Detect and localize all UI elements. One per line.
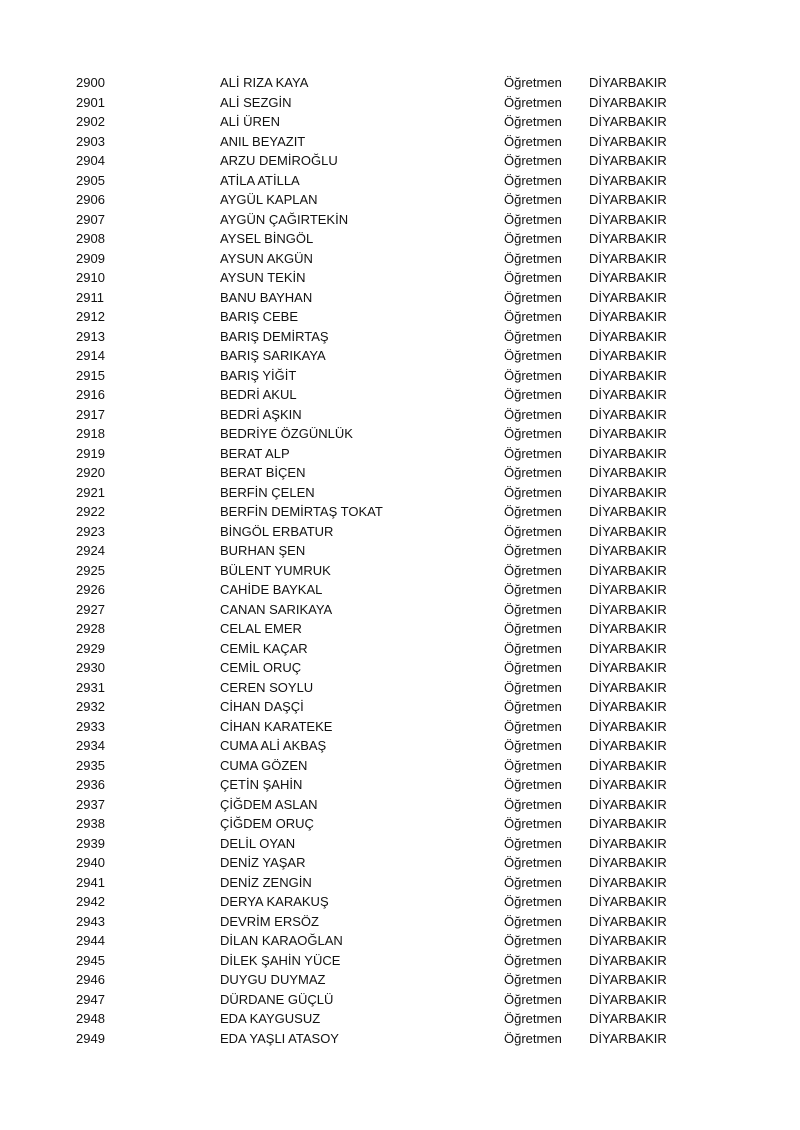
record-number: 2915 [76, 367, 105, 383]
person-name: BANU BAYHAN [220, 289, 313, 305]
record-row [0, 541, 800, 561]
person-name: DENİZ YAŞAR [220, 855, 306, 870]
person-role: Öğretmen [504, 192, 562, 207]
person-role: Öğretmen [504, 855, 562, 870]
record-row [0, 385, 800, 405]
person-role: Öğretmen [504, 211, 562, 227]
person-name: BERAT BİÇEN [220, 465, 306, 480]
record-row [0, 775, 800, 795]
record-number: 2930 [76, 660, 105, 675]
person-city: DİYARBAKIR [589, 582, 667, 597]
person-role: Öğretmen [504, 718, 562, 734]
person-name: ÇİĞDEM ASLAN [220, 796, 318, 812]
person-city: DİYARBAKIR [589, 952, 667, 968]
record-row [0, 951, 800, 971]
person-name: ANIL BEYAZIT [220, 133, 306, 149]
person-city: DİYARBAKIR [589, 523, 667, 539]
person-name: BEDRİ AŞKIN [220, 406, 302, 422]
record-row [0, 892, 800, 912]
record-number: 2932 [76, 699, 105, 714]
record-row [0, 990, 800, 1010]
record-number: 2907 [76, 211, 105, 227]
person-name: CANAN SARIKAYA [220, 601, 333, 617]
person-role: Öğretmen [504, 562, 562, 578]
person-role: Öğretmen [504, 309, 562, 324]
person-name: EDA YAŞLI ATASOY [220, 1030, 339, 1046]
person-role: Öğretmen [504, 582, 562, 597]
record-row [0, 132, 800, 152]
person-role: Öğretmen [504, 738, 562, 753]
record-number: 2927 [76, 601, 105, 617]
record-row [0, 795, 800, 815]
person-city: DİYARBAKIR [589, 387, 667, 402]
person-city: DİYARBAKIR [589, 231, 667, 246]
record-number: 2905 [76, 172, 105, 188]
person-name: DENİZ ZENGİN [220, 874, 312, 890]
person-city: DİYARBAKIR [589, 484, 667, 500]
person-name: CİHAN DAŞÇİ [220, 699, 304, 714]
person-name: DELİL OYAN [220, 835, 296, 851]
person-role: Öğretmen [504, 543, 562, 558]
person-name: BEDRİYE ÖZGÜNLÜK [220, 426, 353, 441]
person-role: Öğretmen [504, 426, 562, 441]
record-number: 2941 [76, 874, 105, 890]
person-city: DİYARBAKIR [589, 328, 667, 344]
record-number: 2938 [76, 816, 105, 831]
person-role: Öğretmen [504, 465, 562, 480]
person-name: ARZU DEMİROĞLU [220, 153, 338, 168]
person-name: ÇETİN ŞAHİN [220, 777, 303, 792]
person-role: Öğretmen [504, 504, 562, 519]
person-city: DİYARBAKIR [589, 562, 667, 578]
record-row [0, 73, 800, 93]
person-role: Öğretmen [504, 952, 562, 968]
person-city: DİYARBAKIR [589, 172, 667, 188]
person-role: Öğretmen [504, 1030, 562, 1046]
record-row [0, 366, 800, 386]
person-name: BARIŞ CEBE [220, 309, 299, 324]
person-role: Öğretmen [504, 1011, 562, 1026]
person-role: Öğretmen [504, 894, 562, 909]
person-name: CİHAN KARATEKE [220, 718, 333, 734]
person-city: DİYARBAKIR [589, 718, 667, 734]
record-row [0, 502, 800, 522]
record-number: 2903 [76, 133, 105, 149]
person-name: BÜLENT YUMRUK [220, 562, 331, 578]
person-city: DİYARBAKIR [589, 94, 667, 110]
person-role: Öğretmen [504, 621, 562, 636]
person-role: Öğretmen [504, 972, 562, 987]
person-name: DİLAN KARAOĞLAN [220, 933, 343, 948]
person-name: AYSEL BİNGÖL [220, 231, 314, 246]
record-row [0, 171, 800, 191]
person-role: Öğretmen [504, 757, 562, 773]
person-name: BERAT ALP [220, 445, 290, 461]
person-role: Öğretmen [504, 835, 562, 851]
person-name: ALİ ÜREN [220, 114, 280, 129]
record-number: 2946 [76, 972, 105, 987]
person-city: DİYARBAKIR [589, 991, 667, 1007]
person-name: DİLEK ŞAHİN YÜCE [220, 952, 341, 968]
person-city: DİYARBAKIR [589, 348, 667, 363]
record-row [0, 561, 800, 581]
person-city: DİYARBAKIR [589, 426, 667, 441]
record-row [0, 307, 800, 327]
person-city: DİYARBAKIR [589, 894, 667, 909]
person-city: DİYARBAKIR [589, 543, 667, 558]
record-row [0, 912, 800, 932]
person-role: Öğretmen [504, 523, 562, 539]
person-city: DİYARBAKIR [589, 738, 667, 753]
person-role: Öğretmen [504, 601, 562, 617]
person-city: DİYARBAKIR [589, 699, 667, 714]
record-number: 2934 [76, 738, 105, 753]
person-name: AYSUN AKGÜN [220, 250, 313, 266]
record-row [0, 1009, 800, 1029]
person-city: DİYARBAKIR [589, 855, 667, 870]
record-number: 2904 [76, 153, 105, 168]
person-city: DİYARBAKIR [589, 192, 667, 207]
record-row [0, 1029, 800, 1049]
record-row [0, 970, 800, 990]
person-role: Öğretmen [504, 328, 562, 344]
record-number: 2947 [76, 991, 105, 1007]
person-city: DİYARBAKIR [589, 777, 667, 792]
person-name: AYGÜN ÇAĞIRTEKİN [220, 211, 349, 227]
person-city: DİYARBAKIR [589, 504, 667, 519]
record-number: 2936 [76, 777, 105, 792]
record-row [0, 873, 800, 893]
record-row [0, 190, 800, 210]
record-number: 2900 [76, 75, 105, 90]
record-row [0, 834, 800, 854]
record-row [0, 405, 800, 425]
person-role: Öğretmen [504, 816, 562, 831]
record-row [0, 717, 800, 737]
person-name: BİNGÖL ERBATUR [220, 523, 334, 539]
record-number: 2923 [76, 523, 105, 539]
record-number: 2943 [76, 913, 105, 929]
record-row [0, 580, 800, 600]
record-number: 2942 [76, 894, 105, 909]
record-row [0, 346, 800, 366]
person-role: Öğretmen [504, 270, 562, 285]
record-row [0, 288, 800, 308]
person-name: CUMA GÖZEN [220, 757, 308, 773]
person-city: DİYARBAKIR [589, 660, 667, 675]
person-name: BEDRİ AKUL [220, 387, 297, 402]
record-number: 2917 [76, 406, 105, 422]
person-role: Öğretmen [504, 387, 562, 402]
record-row [0, 268, 800, 288]
person-name: DERYA KARAKUŞ [220, 894, 329, 909]
record-list [0, 73, 800, 1048]
person-role: Öğretmen [504, 679, 562, 695]
person-city: DİYARBAKIR [589, 465, 667, 480]
person-city: DİYARBAKIR [589, 250, 667, 266]
person-name: EDA KAYGUSUZ [220, 1011, 321, 1026]
record-number: 2908 [76, 231, 105, 246]
person-city: DİYARBAKIR [589, 114, 667, 129]
record-number: 2937 [76, 796, 105, 812]
person-role: Öğretmen [504, 367, 562, 383]
record-row [0, 112, 800, 132]
record-row [0, 931, 800, 951]
person-name: BURHAN ŞEN [220, 543, 306, 558]
person-name: ALİ RIZA KAYA [220, 75, 309, 90]
person-name: BERFİN DEMİRTAŞ TOKAT [220, 504, 383, 519]
record-number: 2902 [76, 114, 105, 129]
person-role: Öğretmen [504, 796, 562, 812]
record-row [0, 93, 800, 113]
record-row [0, 853, 800, 873]
person-city: DİYARBAKIR [589, 621, 667, 636]
record-number: 2928 [76, 621, 105, 636]
record-row [0, 424, 800, 444]
record-number: 2918 [76, 426, 105, 441]
record-row [0, 639, 800, 659]
person-role: Öğretmen [504, 172, 562, 188]
record-row [0, 210, 800, 230]
record-number: 2949 [76, 1030, 105, 1046]
record-row [0, 463, 800, 483]
person-role: Öğretmen [504, 640, 562, 656]
person-role: Öğretmen [504, 348, 562, 363]
person-name: AYGÜL KAPLAN [220, 192, 318, 207]
record-row [0, 678, 800, 698]
person-name: DEVRİM ERSÖZ [220, 913, 319, 929]
person-role: Öğretmen [504, 660, 562, 675]
person-city: DİYARBAKIR [589, 270, 667, 285]
person-role: Öğretmen [504, 484, 562, 500]
person-city: DİYARBAKIR [589, 289, 667, 305]
person-city: DİYARBAKIR [589, 601, 667, 617]
person-city: DİYARBAKIR [589, 640, 667, 656]
person-city: DİYARBAKIR [589, 1011, 667, 1026]
record-number: 2931 [76, 679, 105, 695]
person-role: Öğretmen [504, 406, 562, 422]
record-number: 2913 [76, 328, 105, 344]
person-city: DİYARBAKIR [589, 913, 667, 929]
person-role: Öğretmen [504, 991, 562, 1007]
record-row [0, 483, 800, 503]
person-city: DİYARBAKIR [589, 796, 667, 812]
person-name: BERFİN ÇELEN [220, 484, 315, 500]
record-number: 2929 [76, 640, 105, 656]
record-number: 2948 [76, 1011, 105, 1026]
person-name: ALİ SEZGİN [220, 94, 292, 110]
record-row [0, 444, 800, 464]
record-number: 2933 [76, 718, 105, 734]
record-row [0, 756, 800, 776]
record-row [0, 736, 800, 756]
record-number: 2940 [76, 855, 105, 870]
person-name: ÇİĞDEM ORUÇ [220, 816, 314, 831]
person-role: Öğretmen [504, 933, 562, 948]
person-name: BARIŞ DEMİRTAŞ [220, 328, 329, 344]
record-number: 2939 [76, 835, 105, 851]
person-city: DİYARBAKIR [589, 816, 667, 831]
person-city: DİYARBAKIR [589, 679, 667, 695]
record-row [0, 658, 800, 678]
record-number: 2920 [76, 465, 105, 480]
record-number: 2912 [76, 309, 105, 324]
record-row [0, 229, 800, 249]
person-role: Öğretmen [504, 445, 562, 461]
person-city: DİYARBAKIR [589, 309, 667, 324]
person-city: DİYARBAKIR [589, 75, 667, 90]
record-number: 2922 [76, 504, 105, 519]
person-city: DİYARBAKIR [589, 933, 667, 948]
record-number: 2906 [76, 192, 105, 207]
record-row [0, 600, 800, 620]
record-row [0, 249, 800, 269]
person-city: DİYARBAKIR [589, 972, 667, 987]
person-role: Öğretmen [504, 777, 562, 792]
record-number: 2944 [76, 933, 105, 948]
person-name: AYSUN TEKİN [220, 270, 306, 285]
record-row [0, 522, 800, 542]
person-role: Öğretmen [504, 913, 562, 929]
record-number: 2919 [76, 445, 105, 461]
record-number: 2924 [76, 543, 105, 558]
record-number: 2901 [76, 94, 105, 110]
record-row [0, 697, 800, 717]
person-city: DİYARBAKIR [589, 133, 667, 149]
person-name: CEREN SOYLU [220, 679, 314, 695]
person-name: ATİLA ATİLLA [220, 172, 300, 188]
person-role: Öğretmen [504, 699, 562, 714]
person-role: Öğretmen [504, 75, 562, 90]
person-role: Öğretmen [504, 133, 562, 149]
record-row [0, 619, 800, 639]
person-city: DİYARBAKIR [589, 757, 667, 773]
record-number: 2909 [76, 250, 105, 266]
person-city: DİYARBAKIR [589, 367, 667, 383]
record-number: 2925 [76, 562, 105, 578]
person-city: DİYARBAKIR [589, 874, 667, 890]
person-city: DİYARBAKIR [589, 445, 667, 461]
record-row [0, 327, 800, 347]
record-number: 2921 [76, 484, 105, 500]
record-number: 2916 [76, 387, 105, 402]
record-number: 2911 [76, 289, 104, 305]
person-city: DİYARBAKIR [589, 835, 667, 851]
person-role: Öğretmen [504, 250, 562, 266]
record-number: 2914 [76, 348, 105, 363]
record-number: 2935 [76, 757, 105, 773]
person-role: Öğretmen [504, 114, 562, 129]
person-city: DİYARBAKIR [589, 211, 667, 227]
person-role: Öğretmen [504, 153, 562, 168]
person-name: CUMA ALİ AKBAŞ [220, 738, 327, 753]
person-name: BARIŞ SARIKAYA [220, 348, 326, 363]
person-name: BARIŞ YİĞİT [220, 367, 297, 383]
record-row [0, 151, 800, 171]
person-name: DÜRDANE GÜÇLÜ [220, 991, 334, 1007]
person-role: Öğretmen [504, 289, 562, 305]
record-number: 2945 [76, 952, 105, 968]
person-city: DİYARBAKIR [589, 153, 667, 168]
person-name: CELAL EMER [220, 621, 302, 636]
person-role: Öğretmen [504, 874, 562, 890]
person-name: CEMİL KAÇAR [220, 640, 308, 656]
record-number: 2926 [76, 582, 105, 597]
person-name: CEMİL ORUÇ [220, 660, 302, 675]
person-name: CAHİDE BAYKAL [220, 582, 323, 597]
person-name: DUYGU DUYMAZ [220, 972, 326, 987]
record-row [0, 814, 800, 834]
person-role: Öğretmen [504, 231, 562, 246]
record-number: 2910 [76, 270, 105, 285]
person-city: DİYARBAKIR [589, 406, 667, 422]
person-city: DİYARBAKIR [589, 1030, 667, 1046]
person-role: Öğretmen [504, 94, 562, 110]
